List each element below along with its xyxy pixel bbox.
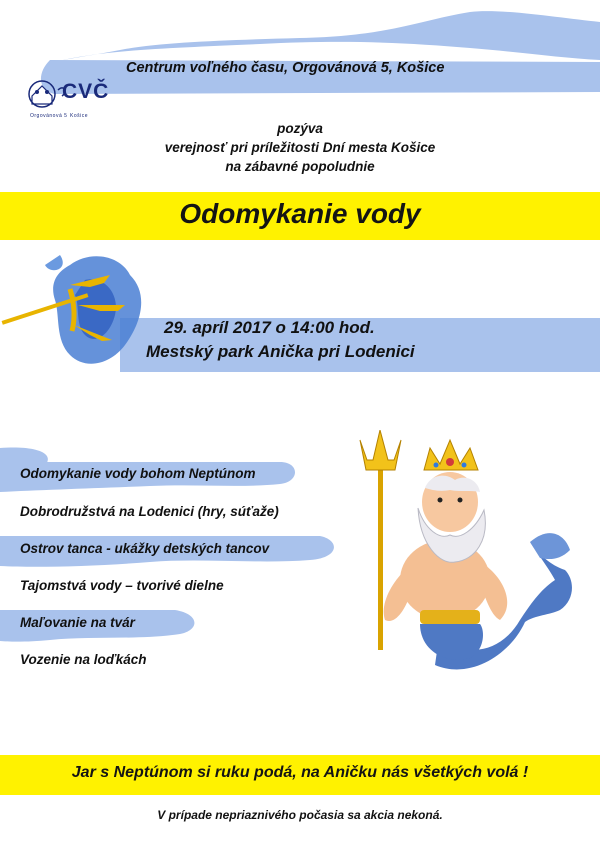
event-title: Odomykanie vody	[179, 198, 421, 229]
invitation-line-1: pozýva	[277, 121, 323, 136]
activity-item-4: Tajomstvá vody – tvorivé dielne	[20, 578, 224, 593]
logo-letters: CVČ	[62, 80, 110, 103]
activity-item-2: Dobrodružstvá na Lodenici (hry, súťaže)	[20, 504, 279, 519]
activity-item-6: Vozenie na loďkách	[20, 652, 147, 667]
invitation-line-2: verejnosť pri príležitosti Dní mesta Košice	[164, 140, 436, 155]
invitation-line-3: na zábavné popoludnie	[225, 159, 375, 174]
logo-caption-left: Orgovánová 5	[30, 113, 68, 119]
activity-item-3: Ostrov tanca - ukážky detských tancov	[20, 541, 270, 556]
weather-note: V prípade nepriaznivého počasia sa akcia nekoná.	[157, 808, 443, 822]
slogan-text: Jar s Neptúnom si ruku podá, na Aničku nás všetkých volá !	[71, 764, 529, 781]
neptune-illustration	[350, 430, 580, 690]
trident-icon	[0, 245, 160, 385]
event-date-time: 29. apríl 2017 o 14:00 hod.	[164, 318, 375, 337]
activity-item-5: Maľovanie na tvár	[20, 615, 135, 630]
activity-item-1: Odomykanie vody bohom Neptúnom	[20, 466, 256, 481]
organizer-line: Centrum voľného času, Orgovánová 5, Košice	[126, 60, 445, 76]
event-place: Mestský park Anička pri Lodenici	[146, 342, 415, 361]
header-wave	[55, 11, 600, 62]
logo-caption-right: Košice	[70, 113, 89, 119]
